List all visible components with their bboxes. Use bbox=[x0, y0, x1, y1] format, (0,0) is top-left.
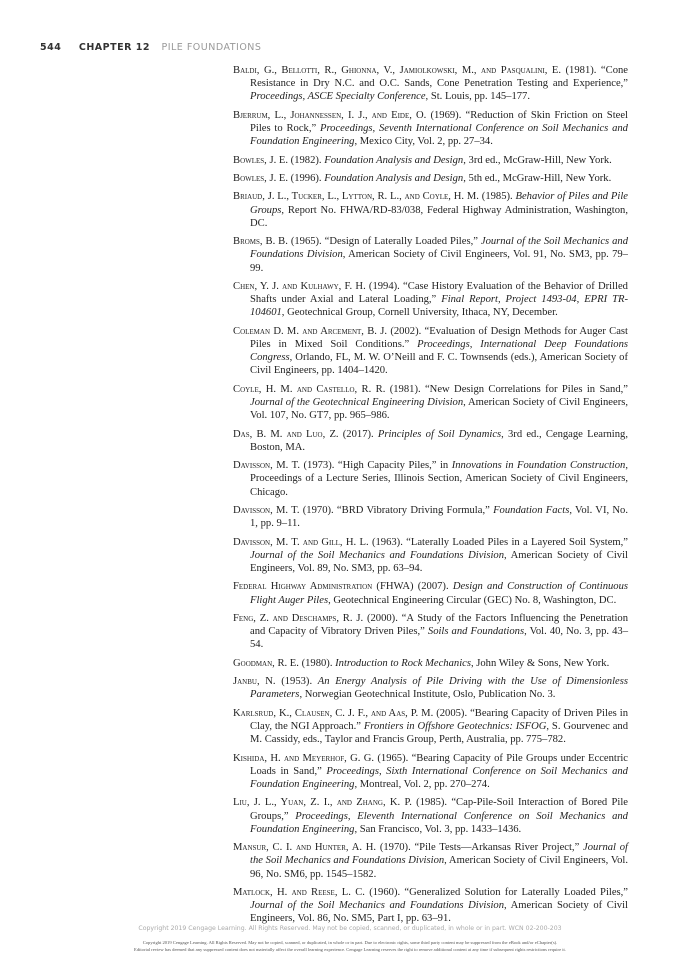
reference-entry bbox=[233, 428, 628, 454]
reference-details: , American Society of Civil Engineers, Vol. 89, No. SM3, pp. 63–94. bbox=[250, 549, 628, 574]
reference-text: (1965). “Bearing Capacity of Pile Groups under Eccentric Loads in Sand,” bbox=[250, 752, 629, 777]
reference-source-title: Journal of the Soil Mechanics and Foundations Division bbox=[250, 236, 628, 261]
reference-source-title: Journal of the Soil Mechanics and Foundations Division bbox=[250, 842, 628, 867]
reference-entry bbox=[233, 580, 628, 606]
reference-authors: Coleman D. M. and Arcement, B. J. bbox=[233, 325, 388, 337]
legal-notice-line-2: Editorial review has deemed that any suppressed content does not materially affect the overall learning experience. Cengage Learning reserves the right to remove additional content at any time if subsequent rights restrictions require it. bbox=[134, 946, 566, 952]
reference-text: (1981). “New Design Correlations for Piles in Sand,” bbox=[385, 383, 628, 395]
reference-details: , Proceedings of a Lecture Series, Illinois Section, American Society of Civil Engineers, Chicago. bbox=[250, 460, 628, 498]
copyright-notice: Copyright 2019 Cengage Learning. All Rights Reserved. May not be copied, scanned, or duplicated, in whole or in part. WCN 02-200-203 bbox=[138, 925, 562, 932]
reference-source-title: Journal of the Soil Mechanics and Foundations Division bbox=[250, 900, 504, 912]
chapter-label: CHAPTER 12 bbox=[78, 42, 150, 53]
reference-text: (1963). “Laterally Loaded Piles in a Layered Soil System,” bbox=[368, 536, 628, 548]
reference-authors: Broms, B. B. bbox=[233, 236, 288, 248]
reference-entry bbox=[233, 383, 628, 423]
reference-authors: Davisson, M. T. bbox=[233, 460, 300, 472]
reference-details: , Report No. FHWA/RD-83/038, Federal Highway Administration, Washington, DC. bbox=[250, 204, 628, 229]
reference-details: , American Society of Civil Engineers, Vol. 96, No. SM6, pp. 1545–1582. bbox=[250, 855, 628, 880]
reference-entry bbox=[233, 752, 628, 792]
reference-source-title: Proceedings, Seventh International Conference on Soil Mechanics and Foundation Engineering bbox=[250, 123, 628, 148]
reference-text: (1970). “BRD Vibratory Driving Formula,” bbox=[299, 504, 494, 516]
reference-list bbox=[233, 64, 628, 931]
reference-details: , St. Louis, pp. 145–177. bbox=[425, 91, 531, 103]
reference-text: (1985). bbox=[478, 191, 516, 203]
running-header bbox=[40, 42, 261, 53]
reference-details: , Geotechnical Group, Cornell University, Ithaca, NY, December. bbox=[281, 307, 558, 319]
reference-text: (1981). “Cone Resistance in Dry N.C. and O.C. Sands, Cone Penetration Testing and Experience,” bbox=[250, 65, 628, 90]
reference-authors: Feng, Z. and Deschamps, R. J. bbox=[233, 612, 364, 624]
reference-source-title: Behavior of Piles and Pile Groups bbox=[250, 191, 628, 216]
reference-source-title: Journal of the Geotechnical Engineering Division bbox=[250, 396, 464, 408]
reference-entry bbox=[233, 841, 628, 881]
reference-details: , Norwegian Geotechnical Institute, Oslo, Publication No. 3. bbox=[299, 689, 556, 701]
reference-entry bbox=[233, 172, 628, 185]
reference-authors: Mansur, C. I. and Hunter, A. H. bbox=[233, 842, 377, 854]
reference-source-title: Design and Construction of Continuous Flight Auger Piles bbox=[250, 581, 628, 606]
reference-details: , 3rd ed., McGraw-Hill, New York. bbox=[463, 154, 612, 166]
reference-authors: Liu, J. L., Yuan, Z. I., and Zhang, K. P. bbox=[233, 797, 412, 809]
reference-details: , Geotechnical Engineering Circular (GEC) No. 8, Washington, DC. bbox=[328, 594, 617, 606]
legal-notice bbox=[0, 940, 700, 953]
reference-text: (1982). bbox=[288, 154, 325, 166]
reference-entry bbox=[233, 109, 628, 149]
reference-details: , S. Gourvenec and M. Cassidy, eds., Taylor and Francis Group, Perth, Australia, pp. 775–782. bbox=[250, 720, 628, 746]
reference-text: (1973). “High Capacity Piles,” in bbox=[299, 460, 452, 472]
reference-entry bbox=[233, 657, 628, 670]
reference-details: , John Wiley & Sons, New York. bbox=[470, 657, 610, 669]
reference-authors: Briaud, J. L., Tucker, L., Lytton, R. L., and Coyle, H. M. bbox=[233, 191, 479, 203]
reference-entry bbox=[233, 536, 628, 576]
reference-entry bbox=[233, 612, 628, 652]
reference-text: (1994). “Case History Evaluation of the Behavior of Drilled Shafts under Axial and Lateral Loading,” bbox=[250, 280, 628, 306]
reference-text: (2002). “Evaluation of Design Methods for Auger Cast Piles in Mixed Soil Conditions.” bbox=[250, 325, 628, 350]
reference-source-title: Journal of the Soil Mechanics and Foundations Division bbox=[250, 549, 504, 561]
reference-authors: Kishida, H. and Meyerhof, G. G. bbox=[233, 752, 375, 764]
reference-source-title: Proceedings, Eleventh International Conference on Soil Mechanics and Foundation Engineering bbox=[250, 810, 628, 835]
reference-source-title: Introduction to Rock Mechanics bbox=[335, 657, 471, 669]
reference-authors: Baldi, G., Bellotti, R., Ghionna, V., Jamiolkowski, M., and Pasqualini, E. bbox=[233, 65, 562, 76]
reference-source-title: Proceedings, Sixth International Conference on Soil Mechanics and Foundation Engineering bbox=[250, 765, 628, 790]
reference-authors: Janbu, N. bbox=[233, 676, 276, 688]
reference-entry bbox=[233, 675, 628, 701]
reference-source-title: Foundation Analysis and Design bbox=[324, 154, 464, 166]
reference-source-title: Foundation Facts bbox=[493, 504, 570, 516]
reference-details: , Montreal, Vol. 2, pp. 270–274. bbox=[354, 778, 490, 790]
reference-source-title: Proceedings, ASCE Specialty Conference bbox=[250, 91, 426, 103]
reference-authors: Goodman, R. E. bbox=[233, 657, 299, 669]
reference-entry bbox=[233, 504, 628, 530]
reference-source-title: Final Report, Project 1493-04, EPRI TR-104601 bbox=[250, 294, 628, 319]
section-title: PILE FOUNDATIONS bbox=[161, 42, 262, 53]
reference-entry bbox=[233, 64, 628, 104]
reference-entry bbox=[233, 154, 628, 167]
reference-authors: Davisson, M. T. and Gill, H. L. bbox=[233, 536, 369, 548]
reference-text: (2007). bbox=[413, 581, 453, 593]
reference-details: , American Society of Civil Engineers, Vol. 91, No. SM3, pp. 79–99. bbox=[250, 249, 628, 274]
reference-text: (1960). “Generalized Solution for Laterally Loaded Piles,” bbox=[364, 886, 629, 898]
reference-authors: Federal Highway Administration (FHWA) bbox=[233, 581, 414, 593]
reference-authors: Karlsrud, K., Clausen, C. J. F., and Aas, P. M. bbox=[233, 707, 434, 719]
reference-source-title: Proceedings, International Deep Foundations Congress bbox=[250, 338, 628, 364]
reference-details: , 3rd ed., Cengage Learning, Boston, MA. bbox=[250, 428, 628, 453]
reference-source-title: Frontiers in Offshore Geotechnics: ISFOG bbox=[363, 720, 547, 732]
reference-authors: Bjerrum, L., Johannessen, I. J., and Eide, O. bbox=[233, 109, 427, 121]
reference-text: (1953). bbox=[275, 676, 318, 688]
reference-text: (1965). “Design of Laterally Loaded Piles,” bbox=[287, 236, 481, 248]
reference-text: (1996). bbox=[288, 172, 325, 184]
reference-entry bbox=[233, 459, 628, 499]
reference-authors: Bowles, J. E. bbox=[233, 154, 289, 166]
reference-text: (2017). bbox=[338, 428, 378, 440]
reference-text: (1970). “Pile Tests—Arkansas River Project,” bbox=[376, 842, 584, 854]
legal-notice-line-1: Copyright 2019 Cengage Learning. All Rights Reserved. May not be copied, scanned, or duplicated, in whole or in part. Due to electronic rights, some third party content may be suppressed from the eBook and/or eChapter(s). bbox=[142, 940, 558, 945]
page-number: 544 bbox=[40, 42, 62, 53]
reference-text: (2005). “Bearing Capacity of Driven Piles in Clay, the NGI Approach.” bbox=[250, 707, 628, 732]
reference-source-title: Innovations in Foundation Construction bbox=[451, 460, 626, 472]
reference-text: (1985). “Cap-Pile-Soil Interaction of Bored Pile Groups,” bbox=[250, 797, 628, 822]
reference-authors: Davisson, M. T. bbox=[233, 504, 300, 516]
reference-details: , Vol. 40, No. 3, pp. 43–54. bbox=[250, 626, 628, 651]
reference-entry bbox=[233, 325, 628, 378]
reference-source-title: Soils and Foundations bbox=[427, 626, 525, 638]
reference-details: , Vol. VI, No. 1, pp. 9–11. bbox=[250, 504, 629, 530]
reference-text: (1980). bbox=[298, 657, 336, 669]
reference-details: , Orlando, FL, M. W. O’Neill and F. C. Townsends (eds.), American Society of Civil Engineers, pp. 1404–1420. bbox=[250, 352, 628, 377]
reference-source-title: An Energy Analysis of Pile Driving with the Use of Dimensionless Parameters bbox=[250, 676, 628, 701]
reference-details: , American Society of Civil Engineers, Vol. 86, No. SM5, Part I, pp. 63–91. bbox=[250, 900, 628, 925]
reference-text: (1969). “Reduction of Skin Friction on Steel Piles to Rock,” bbox=[250, 109, 628, 134]
reference-source-title: Principles of Soil Dynamics bbox=[377, 428, 502, 440]
reference-details: , 5th ed., McGraw-Hill, New York. bbox=[463, 172, 612, 184]
reference-entry bbox=[233, 886, 628, 926]
reference-authors: Das, B. M. and Luo, Z. bbox=[233, 428, 339, 440]
reference-source-title: Foundation Analysis and Design bbox=[324, 172, 464, 184]
reference-authors: Coyle, H. M. and Castello, R. R. bbox=[233, 383, 386, 395]
reference-details: , Mexico City, Vol. 2, pp. 27–34. bbox=[354, 136, 493, 148]
reference-authors: Matlock, H. and Reese, L. C. bbox=[233, 886, 365, 898]
reference-details: , American Society of Civil Engineers, Vol. 107, No. GT7, pp. 965–986. bbox=[250, 396, 628, 422]
reference-authors: Bowles, J. E. bbox=[233, 172, 289, 184]
reference-details: , San Francisco, Vol. 3, pp. 1433–1436. bbox=[354, 823, 522, 835]
reference-entry bbox=[233, 796, 628, 836]
reference-entry bbox=[233, 280, 628, 320]
reference-entry bbox=[233, 707, 628, 747]
reference-text: (2000). “A Study of the Factors Influencing the Penetration and Capacity of Vibratory Driven Piles,” bbox=[250, 612, 628, 638]
reference-entry bbox=[233, 190, 628, 230]
reference-entry bbox=[233, 235, 628, 275]
reference-authors: Chen, Y. J. and Kulhawy, F. H. bbox=[233, 280, 366, 292]
